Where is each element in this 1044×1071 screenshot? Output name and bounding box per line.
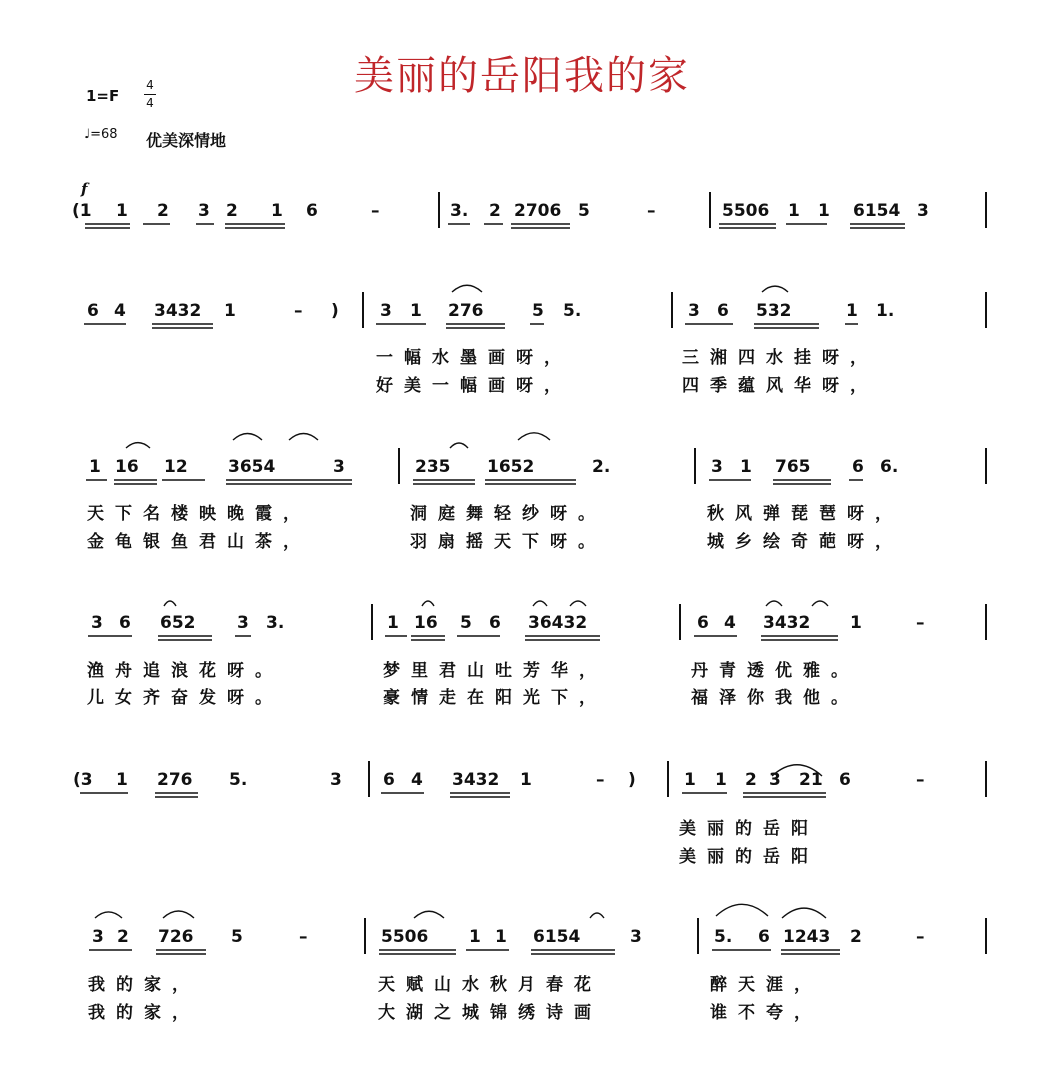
barline: [364, 918, 366, 954]
note: 6154: [533, 927, 581, 947]
note: ): [331, 301, 339, 321]
tempo-mark: [84, 127, 118, 142]
note: 765: [775, 457, 811, 477]
slur-arc: [289, 433, 318, 440]
note: 36432: [528, 613, 588, 633]
lyric-line: 秋风弹琵琶呀，: [707, 504, 903, 524]
slur-arc: [812, 601, 828, 606]
lyric-line: 儿女齐奋发呀。: [87, 688, 283, 708]
note: (1: [72, 201, 92, 221]
note: ): [628, 770, 636, 790]
dynamic-mark: f: [81, 180, 88, 198]
slur-arc: [233, 433, 262, 440]
note: 2: [489, 201, 501, 221]
lyric-line: 美丽的岳阳: [679, 819, 819, 839]
barline: [398, 448, 400, 484]
note: 532: [756, 301, 792, 321]
note: 3: [917, 201, 929, 221]
key-signature: 1=F: [86, 87, 120, 105]
barline: [985, 761, 987, 797]
note: 726: [158, 927, 194, 947]
time-signature-bottom: 4: [146, 96, 154, 110]
tempo-value: =68: [90, 127, 118, 142]
note: 6154: [853, 201, 901, 221]
note: 1652: [487, 457, 535, 477]
lyric-line: 四季蕴风华呀，: [682, 376, 878, 396]
note: 6: [852, 457, 864, 477]
note: 5: [231, 927, 243, 947]
note: 235: [415, 457, 451, 477]
lyric-line: 福泽你我他。: [691, 688, 859, 708]
note: 6: [758, 927, 770, 947]
note: 3: [91, 613, 103, 633]
note: 1: [850, 613, 862, 633]
note: 3: [333, 457, 345, 477]
lyric-line: 三湘四水挂呀，: [682, 348, 878, 368]
note: 2: [850, 927, 862, 947]
note: 2: [745, 770, 757, 790]
note: 3: [92, 927, 104, 947]
barline: [985, 192, 987, 228]
note: 3: [630, 927, 642, 947]
note: 5: [532, 301, 544, 321]
note: 6.: [880, 457, 899, 477]
note: 1: [684, 770, 696, 790]
lyric-line: 洞庭舞轻纱呀。: [410, 504, 606, 524]
note: 1: [116, 770, 128, 790]
note: 276: [157, 770, 193, 790]
quarter-note-icon: ♩: [84, 127, 91, 142]
barline: [694, 448, 696, 484]
slur-arc: [422, 601, 434, 606]
note: 3: [711, 457, 723, 477]
note: 1: [740, 457, 752, 477]
note: –: [299, 927, 308, 947]
note: 3432: [452, 770, 500, 790]
note: 1.: [876, 301, 895, 321]
lyric-line: 天赋山水秋月春花: [378, 975, 602, 995]
note: 1: [788, 201, 800, 221]
lyric-line: 金龟银鱼君山茶，: [87, 532, 311, 552]
slur-arc: [452, 285, 482, 292]
barline: [679, 604, 681, 640]
slur-arc: [450, 443, 468, 448]
note: 1: [116, 201, 128, 221]
lyric-line: 谁不夸，: [710, 1003, 822, 1023]
note: 1: [818, 201, 830, 221]
note: 5.: [229, 770, 248, 790]
note: 12: [164, 457, 188, 477]
note: 6: [119, 613, 131, 633]
note: 6: [383, 770, 395, 790]
barline: [671, 292, 673, 328]
slur-arc: [414, 911, 444, 918]
lyric-line: 大湖之城锦绣诗画: [378, 1003, 602, 1023]
slur-arc: [716, 904, 768, 916]
note: 1: [520, 770, 532, 790]
note: 3: [380, 301, 392, 321]
note: 5.: [714, 927, 733, 947]
barline: [709, 192, 711, 228]
time-signature: [144, 78, 156, 111]
barline: [985, 604, 987, 640]
note: 1: [715, 770, 727, 790]
lyric-line: 梦里君山吐芳华，: [383, 661, 607, 681]
note: 1: [89, 457, 101, 477]
note: 3: [769, 770, 781, 790]
note: 3.: [450, 201, 469, 221]
slur-arc: [126, 443, 150, 448]
note: 16: [414, 613, 438, 633]
slur-arc: [164, 601, 176, 606]
note: –: [916, 770, 925, 790]
barline: [985, 292, 987, 328]
slur-arc: [570, 601, 586, 606]
note: 3654: [228, 457, 276, 477]
lyric-line: 美丽的岳阳: [679, 847, 819, 867]
barline: [438, 192, 440, 228]
note: –: [294, 301, 303, 321]
expression-mark: 优美深情地: [146, 131, 227, 150]
note: 1: [495, 927, 507, 947]
note: 1243: [783, 927, 831, 947]
slur-arc: [95, 912, 122, 918]
note: 5506: [381, 927, 429, 947]
note: 16: [115, 457, 139, 477]
note: 3: [688, 301, 700, 321]
song-title: 美丽的岳阳我的家: [354, 53, 690, 99]
slur-arc: [762, 286, 788, 292]
note: 3432: [763, 613, 811, 633]
note: 3: [330, 770, 342, 790]
note: 6: [87, 301, 99, 321]
note: 6: [306, 201, 318, 221]
note: 21: [799, 770, 823, 790]
note: 3: [198, 201, 210, 221]
note: (3: [73, 770, 93, 790]
note: 5.: [563, 301, 582, 321]
slur-arc: [533, 601, 547, 606]
note: 2: [157, 201, 169, 221]
note: 5: [460, 613, 472, 633]
note: 276: [448, 301, 484, 321]
slur-arc: [766, 601, 782, 606]
note: 3.: [266, 613, 285, 633]
lyric-line: 丹青透优雅。: [691, 661, 859, 681]
barline: [667, 761, 669, 797]
note: 1: [846, 301, 858, 321]
lyric-line: 城乡绘奇葩呀，: [707, 532, 903, 552]
note: 1: [224, 301, 236, 321]
lyric-line: 好美一幅画呀，: [376, 376, 572, 396]
note: 1: [469, 927, 481, 947]
slur-arc: [782, 908, 826, 918]
note: 2706: [514, 201, 562, 221]
note: –: [371, 201, 380, 221]
note: –: [916, 613, 925, 633]
barline: [362, 292, 364, 328]
slur-arc: [590, 913, 604, 918]
note: 3432: [154, 301, 202, 321]
lyric-line: 我的家，: [88, 1003, 200, 1023]
lyric-line: 醉天涯，: [710, 975, 822, 995]
slur-arc: [518, 433, 550, 440]
barline: [371, 604, 373, 640]
note: 1: [271, 201, 283, 221]
slur-arc: [163, 911, 194, 918]
lyric-line: 我的家，: [88, 975, 200, 995]
note: 1: [387, 613, 399, 633]
note: 4: [114, 301, 126, 321]
lyric-line: 天下名楼映晚霞，: [87, 504, 311, 524]
note: 4: [411, 770, 423, 790]
note: 3: [237, 613, 249, 633]
time-signature-top: 4: [146, 78, 154, 92]
note: –: [916, 927, 925, 947]
note: 2: [226, 201, 238, 221]
note: 6: [697, 613, 709, 633]
barline: [697, 918, 699, 954]
barline: [985, 918, 987, 954]
note: 2: [117, 927, 129, 947]
note: 4: [724, 613, 736, 633]
note: 5: [578, 201, 590, 221]
note: 6: [489, 613, 501, 633]
note: 652: [160, 613, 196, 633]
note: –: [596, 770, 605, 790]
barline: [985, 448, 987, 484]
note: 6: [717, 301, 729, 321]
lyric-line: 一幅水墨画呀，: [376, 348, 572, 368]
note: 1: [410, 301, 422, 321]
lyric-line: 豪情走在阳光下，: [383, 688, 607, 708]
lyric-line: 渔舟追浪花呀。: [87, 661, 283, 681]
lyric-line: 羽扇摇天下呀。: [410, 532, 606, 552]
note: 6: [839, 770, 851, 790]
note: 2.: [592, 457, 611, 477]
note: 5506: [722, 201, 770, 221]
barline: [368, 761, 370, 797]
note: –: [647, 201, 656, 221]
